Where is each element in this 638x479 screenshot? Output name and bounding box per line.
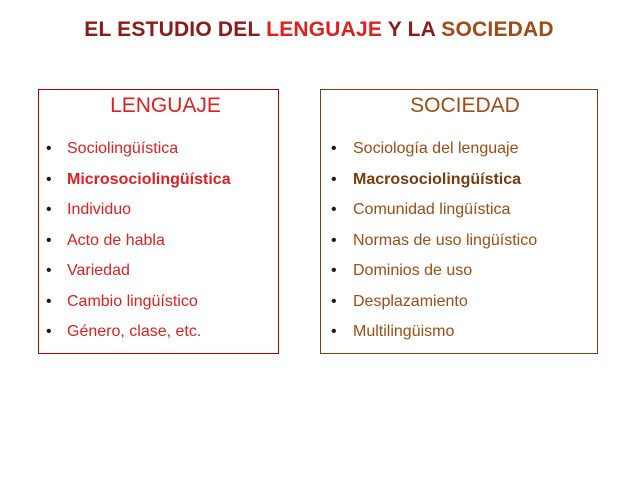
list-item-label: Desplazamiento — [353, 292, 468, 310]
list-item — [39, 226, 231, 257]
sociedad-list — [321, 134, 537, 348]
sociedad-box — [320, 89, 598, 354]
page-title — [0, 18, 638, 42]
bullet: • — [46, 170, 52, 188]
bullet: • — [331, 231, 337, 249]
list-item-label: Sociología del lenguaje — [353, 140, 519, 157]
list-item — [321, 165, 537, 196]
list-item — [39, 287, 231, 318]
list-item-label: Individuo — [67, 201, 132, 218]
title-part-lenguaje: LENGUAJE — [266, 18, 383, 41]
list-item — [321, 256, 537, 287]
lenguaje-heading: LENGUAJE — [110, 94, 221, 117]
sociedad-heading: SOCIEDAD — [410, 94, 520, 117]
bullet: • — [46, 323, 52, 340]
bullet: • — [46, 140, 52, 157]
title-part-sociedad: SOCIEDAD — [441, 18, 554, 41]
list-item — [39, 195, 231, 226]
bullet: • — [46, 201, 52, 218]
list-item-label: Dominios de uso — [353, 262, 473, 279]
bullet: • — [46, 231, 52, 249]
list-item-label: Cambio lingüístico — [67, 292, 198, 310]
list-item — [321, 134, 537, 165]
list-item-label: Macrosociolingüística — [353, 170, 522, 188]
bullet: • — [331, 292, 337, 310]
list-item-label: Variedad — [67, 262, 130, 279]
list-item — [321, 287, 537, 318]
list-item — [39, 256, 231, 287]
bullet: • — [46, 262, 52, 279]
list-item — [321, 226, 537, 257]
bullet: • — [331, 170, 337, 188]
list-item — [39, 165, 231, 196]
lenguaje-list — [39, 134, 231, 348]
bullet: • — [331, 140, 337, 157]
list-item-label: Microsociolingüística — [67, 170, 231, 188]
title-part-3: Y LA — [382, 18, 442, 41]
list-item — [39, 134, 231, 165]
list-item-label: Género, clase, etc. — [67, 323, 202, 340]
list-item — [39, 317, 231, 348]
bullet: • — [331, 201, 337, 218]
list-item-label: Comunidad lingüística — [353, 201, 511, 218]
list-item-label: Normas de uso lingüístico — [353, 231, 538, 249]
title-part-1: EL ESTUDIO DEL — [84, 18, 267, 41]
lenguaje-box — [38, 89, 279, 354]
bullet: • — [46, 292, 52, 310]
list-item-label: Sociolingüística — [67, 140, 179, 157]
bullet: • — [331, 323, 337, 340]
list-item-label: Acto de habla — [67, 231, 165, 249]
list-item — [321, 317, 537, 348]
list-item — [321, 195, 537, 226]
bullet: • — [331, 262, 337, 279]
list-item-label: Multilingüismo — [353, 323, 455, 340]
